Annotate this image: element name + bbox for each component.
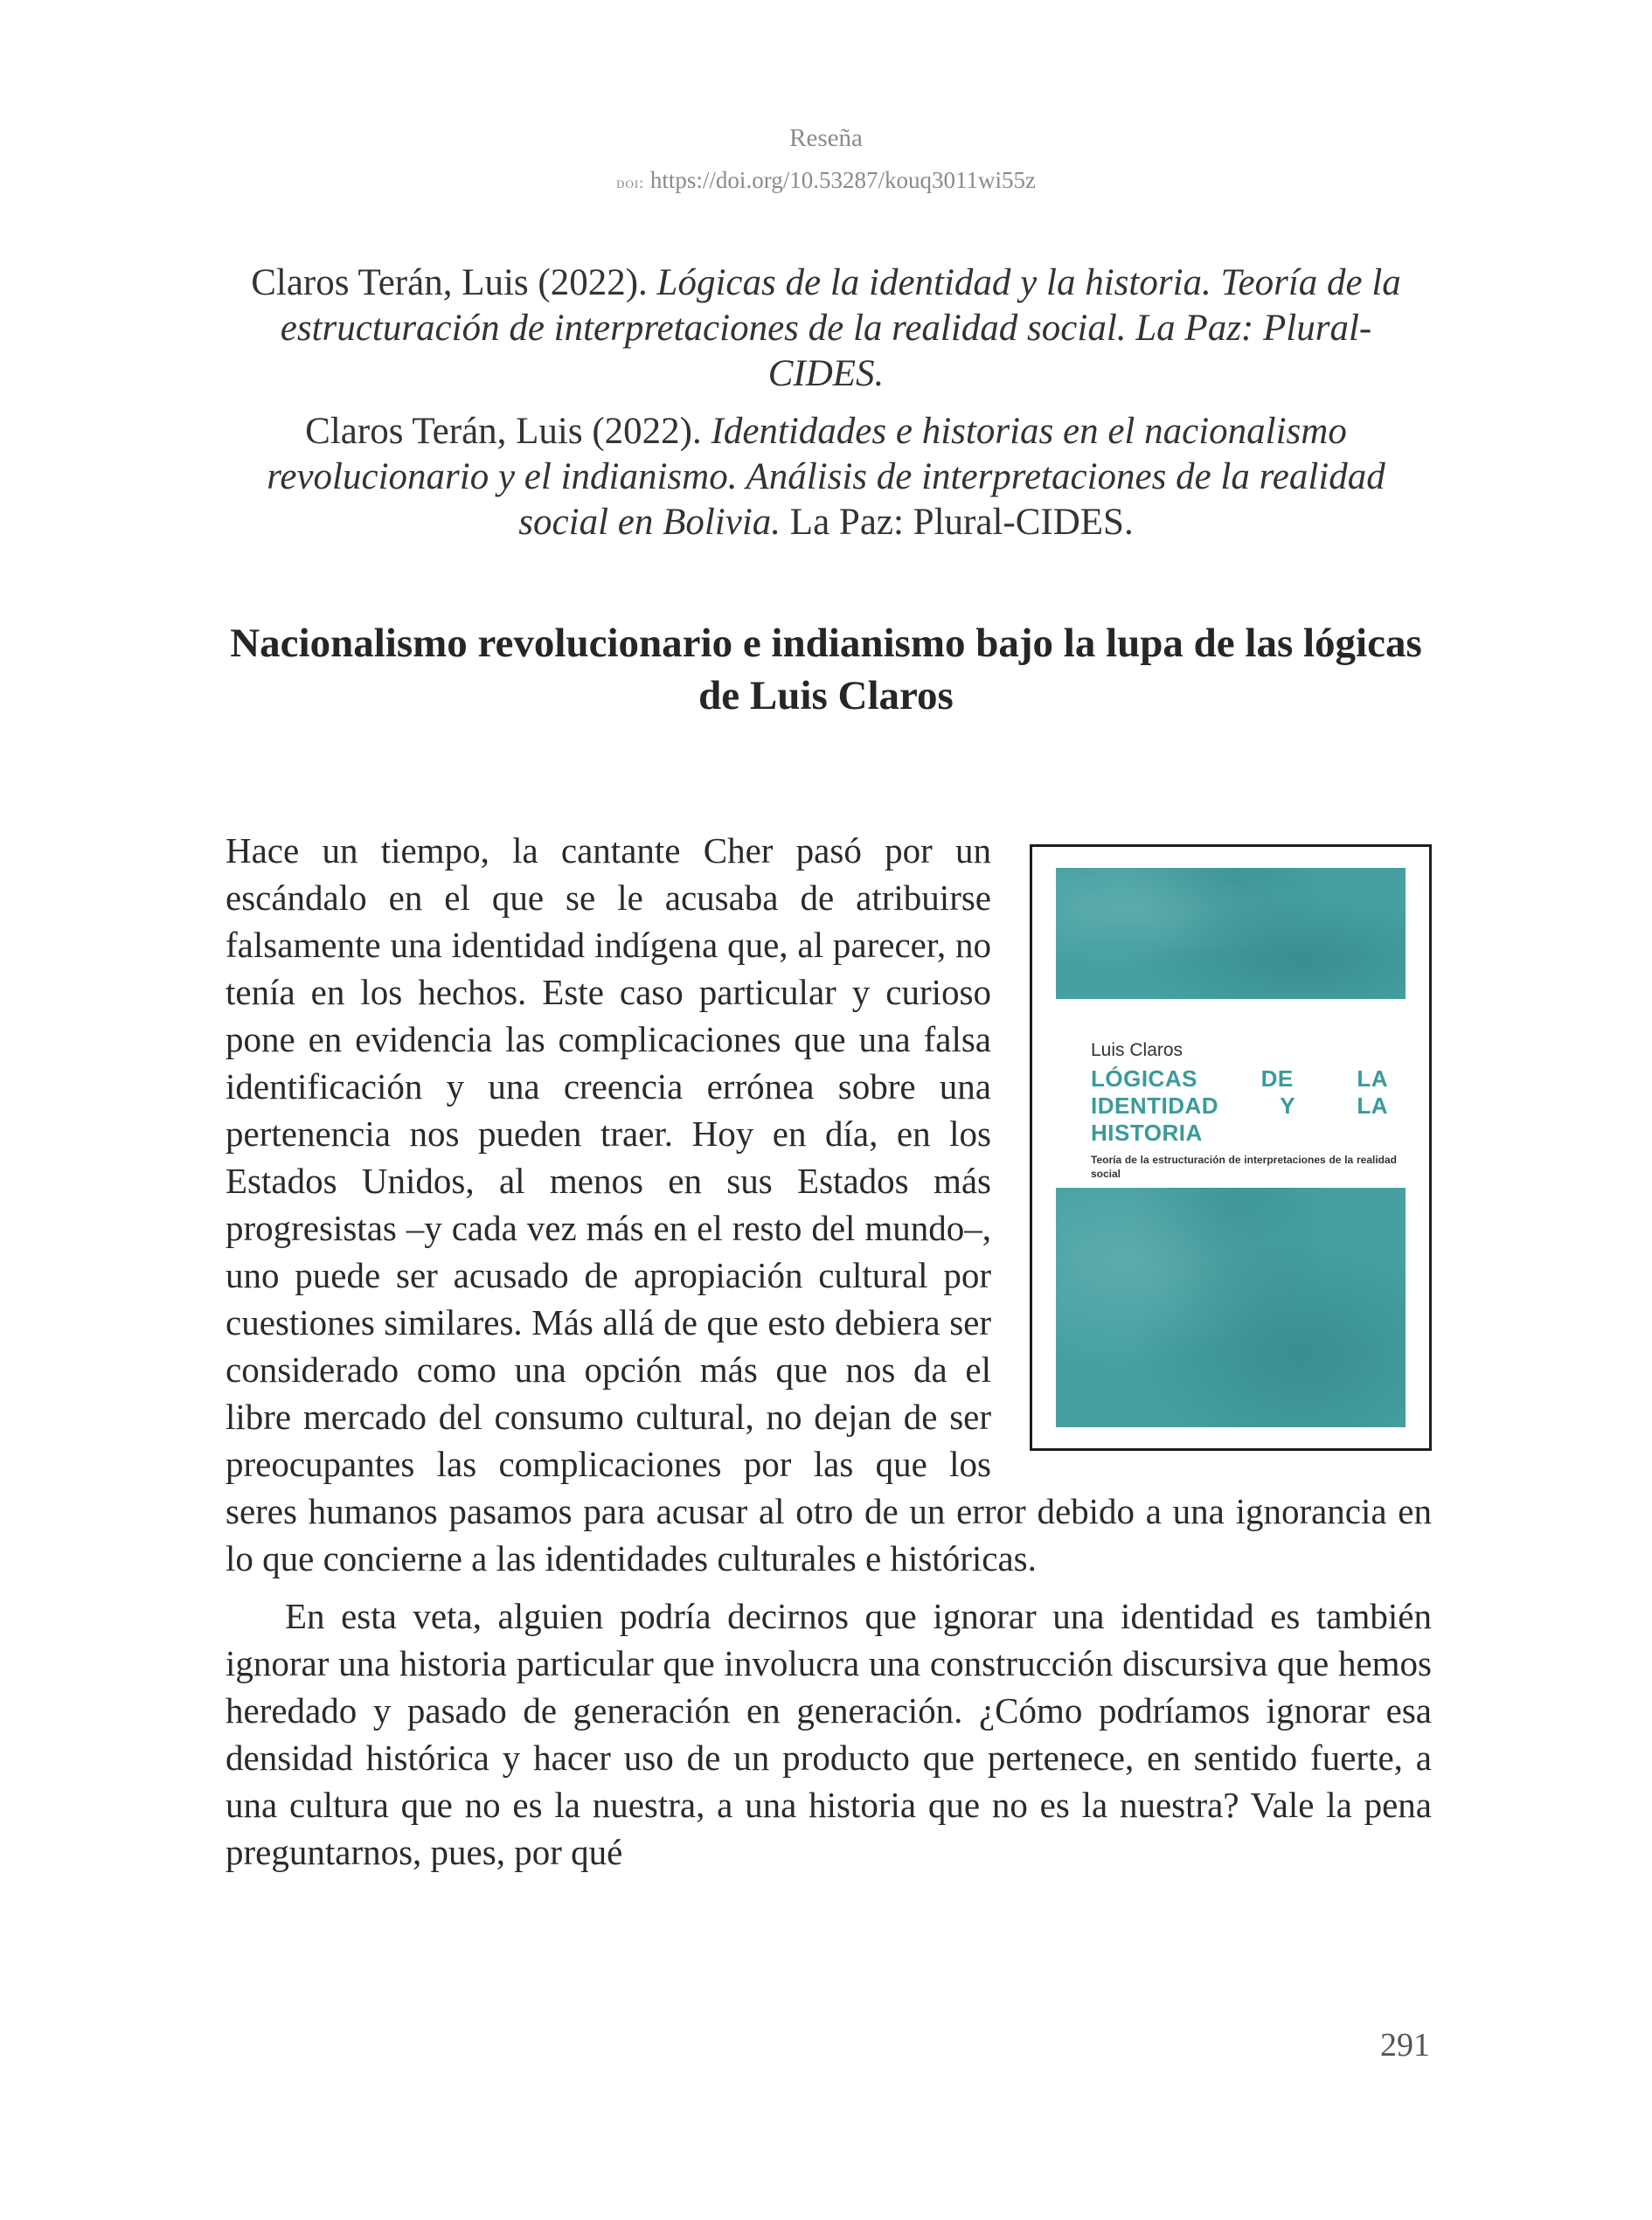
cover-texture-bottom (1056, 1188, 1406, 1427)
reference-1 (226, 260, 1426, 397)
cover-title: LÓGICAS DE LA IDENTIDAD Y LA HISTORIA (1091, 1065, 1388, 1146)
paragraph-1: Hace un tiempo, la cantante Cher pasó por un escándalo en el que se le acusaba de atribuirse falsamente una identidad indígena que, al parecer, no tenía en los hechos. Este caso particular y curioso pone en evidencia las complicaciones que una falsa identificación y una creencia errónea sobre una pertenencia nos pueden traer. Hoy en día, en los Estados Unidos, al menos en sus Estados más progresistas –y cada vez más en el resto del mundo–, uno puede ser acusado de apropiación cultural por cuestiones similares. Más allá de que esto debiera ser considerado como una opción más que nos da el libre mercado del consumo cultural, no dejan de ser preocupantes las complicaciones por las que los seres humanos pasamos para acusar al otro de un error debido a una ignorancia en lo que concierne a las identidades culturales e históricas. (226, 830, 1432, 1578)
reference-1-author: Claros Terán, Luis (2022). (251, 262, 657, 303)
book-cover (1056, 868, 1406, 1427)
article-body (226, 827, 1432, 1876)
page-header (0, 121, 1652, 200)
reference-2 (226, 409, 1426, 545)
section-label: Reseña (789, 124, 863, 152)
reference-2-title: Identidades e historias en el nacionalismo revolucionario y el indianismo. Análisis de interpretaciones de la realidad social en Bolivia. (267, 411, 1385, 543)
reference-2-author: Claros Terán, Luis (2022). (305, 411, 711, 452)
cover-subtitle: Teoría de la estructuración de interpretaciones de la realidad social (1091, 1154, 1397, 1180)
page-number: 291 (1380, 2027, 1430, 2064)
paragraph-2: En esta veta, alguien podría decirnos que ignorar una identidad es también ignorar una historia particular que involucra una construcción discursiva que hemos heredado y pasado de generación en generación. ¿Cómo podríamos ignorar esa densidad histórica y hacer uso de un producto que pertenece, en sentido fuerte, a una cultura que no es la nuestra, a una historia que no es la nuestra? Vale la pena preguntarnos, pues, por qué (226, 1596, 1432, 1872)
cover-author: Luis Claros (1091, 1040, 1183, 1060)
article-title: Nacionalismo revolucionario e indianismo bajo la lupa de las lógicas de Luis Claros (230, 621, 1422, 718)
reference-1-title: Lógicas de la identidad y la historia. Teoría de la estructuración de interpretaciones de la realidad social. La Paz: Plural-CIDES. (280, 262, 1401, 394)
doi-label: doi: (616, 174, 645, 191)
book-cover-image (1030, 844, 1432, 1451)
doi-link[interactable]: https://doi.org/10.53287/kouq3011wi55z (649, 167, 1036, 193)
reference-2-suffix: La Paz: Plural-CIDES. (781, 502, 1134, 543)
reviewed-books (226, 260, 1426, 558)
doi-line (0, 163, 1652, 200)
cover-texture-top (1056, 868, 1406, 999)
